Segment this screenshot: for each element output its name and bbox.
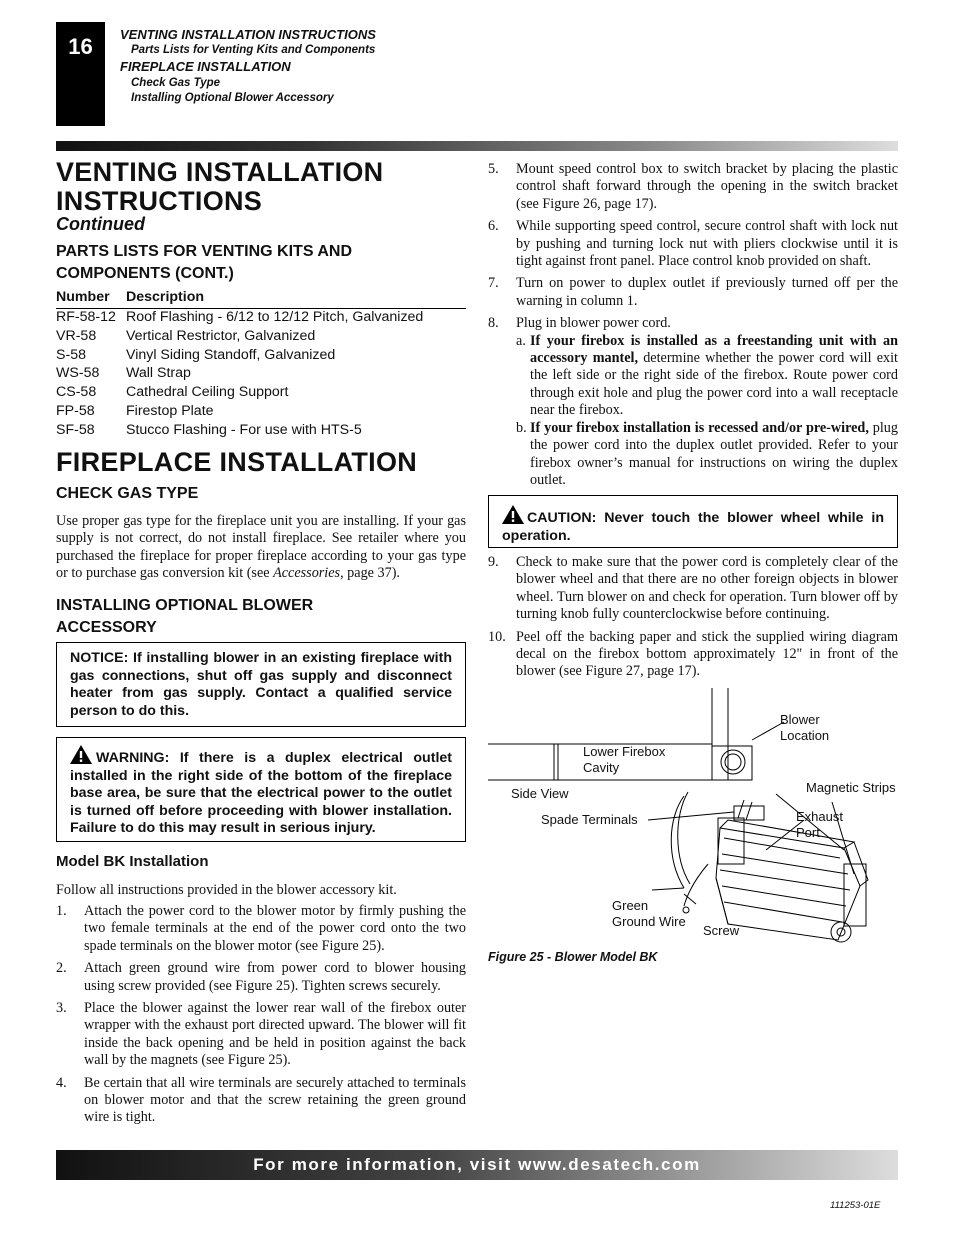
part-number: CS-58 <box>56 384 97 401</box>
sub-step-letter: a. <box>516 332 526 349</box>
check-gas-text: Use proper gas type for the fireplace unit you are installing. If your gas supply is not correct, do not install fireplace. See retailer where you purchased the fireplace for proper fireplace according to your gas type or to purchase gas conversion kit (see <box>56 513 466 582</box>
step-number: 5. <box>488 161 499 177</box>
fireplace-title: FIREPLACE INSTALLATION <box>56 447 418 477</box>
header-nav-blower: Installing Optional Blower Accessory <box>131 92 334 104</box>
part-number: VR-58 <box>56 327 97 344</box>
part-number: RF-58-12 <box>56 309 116 325</box>
warning-icon <box>502 505 524 524</box>
label-line: Exhaust <box>796 809 843 824</box>
step-text: While supporting speed control, secure control shaft with lock nut by pushing and turning lock nut with pliers clockwise until it is tight against front panel. Place control knob provided on shaft. <box>516 218 898 270</box>
list-item <box>488 275 898 310</box>
label-line: Lower Firebox <box>583 744 666 759</box>
parts-table-header <box>56 289 466 309</box>
model-bk-heading: Model BK Installation <box>56 853 209 870</box>
part-description: Cathedral Ceiling Support <box>126 384 289 401</box>
steps-list-right-2 <box>488 554 898 686</box>
blower-heading-line2: ACCESSORY <box>56 619 157 636</box>
step-text: Attach the power cord to the blower motor by firmly pushing the two female terminals at the end of the power cord onto the two spade terminals on the blower motor (see Figure 25). <box>84 903 466 954</box>
step-number: 9. <box>488 554 499 570</box>
blower-heading-line1: INSTALLING OPTIONAL BLOWER <box>56 597 314 614</box>
venting-title-line2: INSTRUCTIONS <box>56 186 263 216</box>
blower-heading <box>56 595 313 639</box>
step-text: Turn on power to duplex outlet if previously turned off per the warning in column 1. <box>516 275 898 309</box>
part-description: Stucco Flashing - For use with HTS-5 <box>126 421 362 438</box>
table-row <box>56 422 466 441</box>
step-8b-bold: If your firebox installation is recessed and/or pre-wired, <box>530 419 869 436</box>
green-ground-wire-label <box>612 898 686 930</box>
step-text: Place the blower against the lower rear wall of the firebox outer wrapper with the exhaust port directed upward. The blower will fit inside the back opening and be held in position against the back wall by the magnets (see Figure 25). <box>84 1000 466 1069</box>
step-text: Mount speed control box to switch bracket by placing the plastic control shaft forward through the opening in the switch bracket (see Figure 26, page 17). <box>516 161 898 212</box>
list-item <box>488 218 898 270</box>
step-number: 4. <box>56 1074 67 1091</box>
header-nav-fireplace: FIREPLACE INSTALLATION <box>120 59 291 74</box>
check-gas-paragraph <box>56 513 466 583</box>
step-number: 8. <box>488 315 499 332</box>
header-nav-parts-lists: Parts Lists for Venting Kits and Components <box>131 44 376 56</box>
footer-text: For more information, visit www.desatech.com <box>253 1155 701 1174</box>
label-line: Cavity <box>583 760 620 775</box>
page-number-box <box>56 22 105 126</box>
step-text: Attach green ground wire from power cord to blower housing using screw provided (see Figure 25). Tighten screws securely. <box>84 960 466 994</box>
step-number: 6. <box>488 218 499 235</box>
blower-location-label <box>780 712 829 744</box>
col-description-header: Description <box>126 289 466 309</box>
label-line: Location <box>780 728 830 743</box>
step-8a-bold: If your firebox is installed as a freestanding unit with an accessory mantel, <box>530 332 898 367</box>
list-item <box>488 161 898 213</box>
warning-text: WARNING: If there is a duplex electrical outlet installed in the right side of the bottom of the fireplace base area, be sure that the electrical power to the outlet is turned off before proceeding with blower installation. Failure to do this may result in serious injury. <box>70 750 452 836</box>
exhaust-port-label <box>796 809 843 841</box>
list-item <box>488 315 898 489</box>
table-row <box>56 384 466 403</box>
header-nav-venting: VENTING INSTALLATION INSTRUCTIONS <box>120 27 376 42</box>
steps-list-left <box>56 903 466 1132</box>
label-line: Blower <box>780 712 820 727</box>
step-number: 10. <box>488 628 506 645</box>
label-line: Ground Wire <box>612 914 686 929</box>
figure-caption: Figure 25 - Blower Model BK <box>488 950 658 964</box>
table-row <box>56 347 466 366</box>
part-description: Vertical Restrictor, Galvanized <box>126 327 316 344</box>
table-row <box>56 309 466 328</box>
part-number: FP-58 <box>56 402 95 419</box>
parts-table <box>56 289 466 441</box>
header-nav-check-gas: Check Gas Type <box>131 77 221 89</box>
label-line: Port <box>796 825 820 840</box>
part-number: WS-58 <box>56 365 100 382</box>
step-text: Be certain that all wire terminals are securely attached to terminals on blower motor and that the screw retaining the green ground wire is tight. <box>84 1074 466 1126</box>
step-number: 1. <box>56 903 67 919</box>
list-item <box>488 554 898 624</box>
venting-title <box>56 158 383 216</box>
step-8a-text: determine whether the power cord will exit the left side or the right side of the firebox. Route power cord through exit hole and plug the power cord into a wall receptacle near the firebox. <box>530 350 899 419</box>
list-item <box>488 629 898 681</box>
caution-text: CAUTION: Never touch the blower wheel while in operation. <box>502 510 884 544</box>
col-number-header: Number <box>56 289 126 309</box>
page-number: 16 <box>68 34 93 59</box>
warning-box <box>56 737 466 842</box>
step-8b-text: plug the power cord into the duplex outlet provided. Refer to your firebox owner’s manual for instructions on wiring the duplex outlet. <box>530 419 898 488</box>
accessories-ref: Accessories <box>273 565 341 582</box>
notice-box <box>56 642 466 727</box>
list-item <box>56 1075 466 1127</box>
step-text: Plug in blower power cord. <box>516 315 671 332</box>
parts-heading-line2: COMPONENTS (CONT.) <box>56 265 234 282</box>
screw-label: Screw <box>703 923 740 938</box>
step-text: Peel off the backing paper and stick the supplied wiring diagram decal on the firebox bottom approximately 12" in front of the blower (see Figure 27, page 17). <box>516 628 898 680</box>
parts-heading <box>56 241 352 285</box>
spade-terminals-label: Spade Terminals <box>541 812 638 827</box>
part-description: Wall Strap <box>126 365 191 382</box>
document-number: 111253-01E <box>830 1200 881 1211</box>
list-item <box>56 1000 466 1070</box>
magnetic-strips-label: Magnetic Strips <box>806 780 896 795</box>
continued-label: Continued <box>56 214 145 234</box>
part-number: S-58 <box>56 346 86 363</box>
check-gas-heading: CHECK GAS TYPE <box>56 485 199 502</box>
notice-text: NOTICE: If installing blower in an existing fireplace with gas connections, shut off gas supply and disconnect heater from gas supply. Contact a qualified service person to do this. <box>70 650 452 719</box>
step-number: 7. <box>488 275 499 292</box>
label-line: Green <box>612 898 649 913</box>
part-number: SF-58 <box>56 421 95 438</box>
step-8b <box>516 420 898 490</box>
part-description: Roof Flashing - 6/12 to 12/12 Pitch, Galvanized <box>126 309 424 325</box>
lower-firebox-label <box>583 744 665 776</box>
caution-box <box>488 495 898 548</box>
venting-title-line1: VENTING INSTALLATION <box>56 157 384 187</box>
header-divider-bar <box>56 141 898 151</box>
warning-icon <box>70 745 92 764</box>
part-description: Firestop Plate <box>126 402 214 419</box>
list-item <box>56 960 466 995</box>
step-8a <box>516 333 898 420</box>
step-text: Check to make sure that the power cord is completely clear of the blower wheel and that there are no other foreign objects in blower wheel. Turn blower on and check for operation. Turn blower off by turning knob fully counterclockwise before continuing. <box>516 554 898 623</box>
table-row <box>56 328 466 347</box>
model-intro: Follow all instructions provided in the blower accessory kit. <box>56 882 397 898</box>
footer-bar <box>56 1150 898 1180</box>
check-gas-text-end: , page 37). <box>340 565 400 582</box>
step-number: 2. <box>56 960 67 977</box>
table-row <box>56 365 466 384</box>
parts-heading-line1: PARTS LISTS FOR VENTING KITS AND <box>56 243 353 260</box>
side-view-label: Side View <box>511 786 569 801</box>
table-row <box>56 403 466 422</box>
part-description: Vinyl Siding Standoff, Galvanized <box>126 346 336 363</box>
step-number: 3. <box>56 1000 67 1017</box>
sub-step-letter: b. <box>516 419 527 436</box>
list-item <box>56 903 466 955</box>
steps-list-right <box>488 161 898 489</box>
